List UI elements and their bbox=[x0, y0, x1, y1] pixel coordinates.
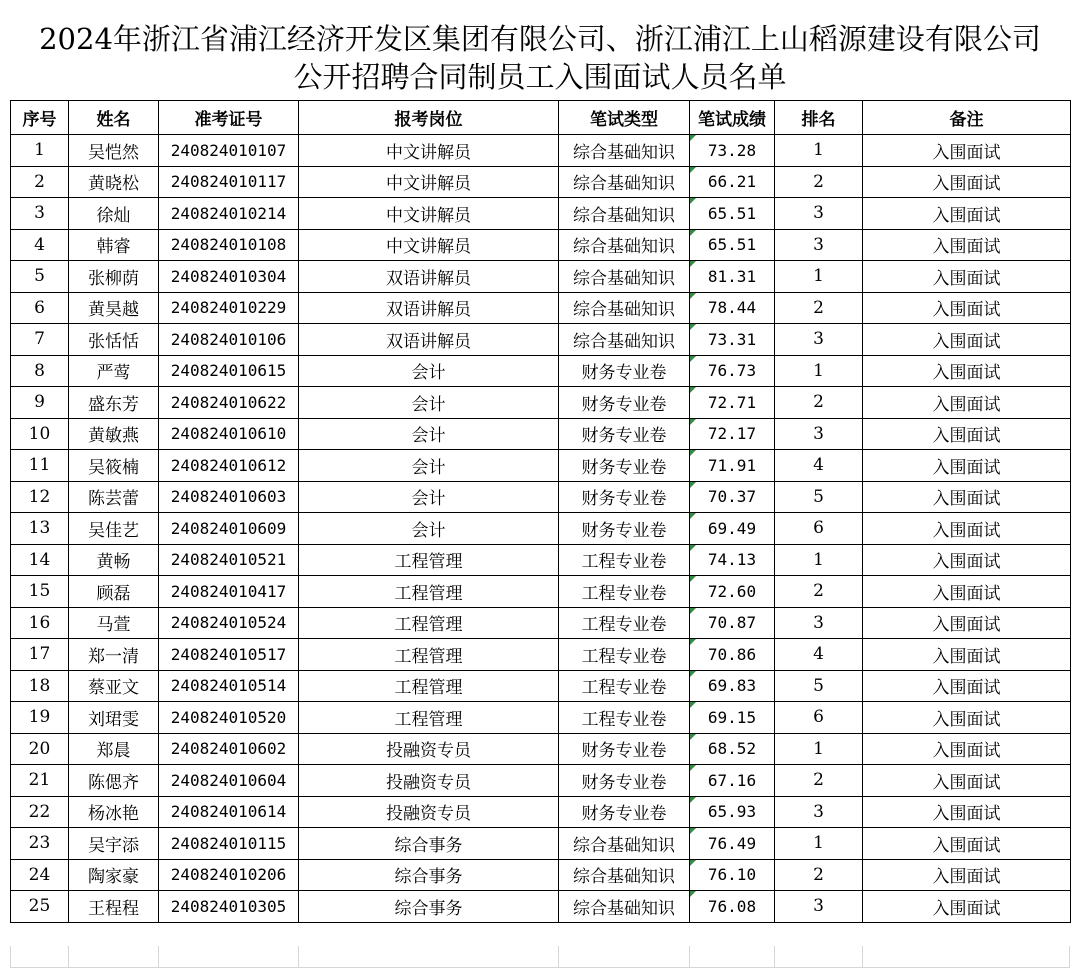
cell-name: 顾磊 bbox=[69, 576, 159, 608]
cell-name: 黄敏燕 bbox=[69, 418, 159, 450]
cell-ticket: 240824010615 bbox=[159, 355, 299, 387]
sheet-gridlines bbox=[10, 946, 1070, 968]
header-position: 报考岗位 bbox=[299, 101, 559, 135]
cell-seq: 11 bbox=[11, 450, 69, 482]
cell-rank: 2 bbox=[775, 387, 863, 419]
cell-position: 工程管理 bbox=[299, 544, 559, 576]
cell-name: 陈芸蕾 bbox=[69, 481, 159, 513]
cell-ticket: 240824010417 bbox=[159, 576, 299, 608]
table-row bbox=[11, 481, 1071, 513]
cell-position: 中文讲解员 bbox=[299, 198, 559, 230]
cell-score: 68.52 bbox=[690, 733, 775, 765]
cell-position: 投融资专员 bbox=[299, 796, 559, 828]
cell-seq: 14 bbox=[11, 544, 69, 576]
cell-remark: 入围面试 bbox=[863, 859, 1071, 891]
cell-name: 吴宇添 bbox=[69, 828, 159, 860]
cell-score: 71.91 bbox=[690, 450, 775, 482]
table-row bbox=[11, 828, 1071, 860]
cell-seq: 19 bbox=[11, 702, 69, 734]
cell-seq: 5 bbox=[11, 261, 69, 293]
cell-position: 中文讲解员 bbox=[299, 166, 559, 198]
cell-score: 81.31 bbox=[690, 261, 775, 293]
cell-name: 吴筱楠 bbox=[69, 450, 159, 482]
cell-name: 张柳荫 bbox=[69, 261, 159, 293]
cell-position: 投融资专员 bbox=[299, 733, 559, 765]
cell-score: 76.08 bbox=[690, 891, 775, 923]
roster-table bbox=[10, 100, 1071, 923]
cell-rank: 1 bbox=[775, 733, 863, 765]
cell-name: 吴恺然 bbox=[69, 135, 159, 167]
cell-ticket: 240824010206 bbox=[159, 859, 299, 891]
table-row bbox=[11, 198, 1071, 230]
table-row bbox=[11, 670, 1071, 702]
cell-score: 69.83 bbox=[690, 670, 775, 702]
cell-remark: 入围面试 bbox=[863, 670, 1071, 702]
table-row bbox=[11, 387, 1071, 419]
cell-ticket: 240824010521 bbox=[159, 544, 299, 576]
cell-seq: 10 bbox=[11, 418, 69, 450]
table-row bbox=[11, 513, 1071, 545]
cell-ticket: 240824010117 bbox=[159, 166, 299, 198]
cell-exam-type: 综合基础知识 bbox=[559, 891, 690, 923]
cell-position: 会计 bbox=[299, 481, 559, 513]
cell-name: 徐灿 bbox=[69, 198, 159, 230]
cell-remark: 入围面试 bbox=[863, 355, 1071, 387]
table-row bbox=[11, 324, 1071, 356]
cell-seq: 16 bbox=[11, 607, 69, 639]
cell-name: 韩睿 bbox=[69, 229, 159, 261]
cell-position: 双语讲解员 bbox=[299, 324, 559, 356]
cell-seq: 6 bbox=[11, 292, 69, 324]
table-row bbox=[11, 229, 1071, 261]
cell-name: 严莺 bbox=[69, 355, 159, 387]
table-row bbox=[11, 292, 1071, 324]
cell-position: 会计 bbox=[299, 418, 559, 450]
cell-exam-type: 财务专业卷 bbox=[559, 355, 690, 387]
title-line-1: 2024年浙江省浦江经济开发区集团有限公司、浙江浦江上山稻源建设有限公司 bbox=[39, 22, 1041, 56]
cell-exam-type: 综合基础知识 bbox=[559, 292, 690, 324]
cell-ticket: 240824010106 bbox=[159, 324, 299, 356]
cell-remark: 入围面试 bbox=[863, 828, 1071, 860]
table-row bbox=[11, 261, 1071, 293]
cell-rank: 2 bbox=[775, 576, 863, 608]
cell-name: 黄昊越 bbox=[69, 292, 159, 324]
cell-score: 70.86 bbox=[690, 639, 775, 671]
cell-ticket: 240824010304 bbox=[159, 261, 299, 293]
cell-exam-type: 综合基础知识 bbox=[559, 324, 690, 356]
cell-seq: 3 bbox=[11, 198, 69, 230]
cell-seq: 1 bbox=[11, 135, 69, 167]
cell-exam-type: 财务专业卷 bbox=[559, 450, 690, 482]
cell-remark: 入围面试 bbox=[863, 135, 1071, 167]
table-row bbox=[11, 450, 1071, 482]
cell-seq: 9 bbox=[11, 387, 69, 419]
cell-remark: 入围面试 bbox=[863, 891, 1071, 923]
cell-rank: 6 bbox=[775, 513, 863, 545]
cell-score: 65.51 bbox=[690, 229, 775, 261]
table-row bbox=[11, 576, 1071, 608]
cell-score: 66.21 bbox=[690, 166, 775, 198]
cell-position: 会计 bbox=[299, 513, 559, 545]
cell-rank: 2 bbox=[775, 859, 863, 891]
header-rank: 排名 bbox=[775, 101, 863, 135]
cell-position: 中文讲解员 bbox=[299, 135, 559, 167]
cell-name: 王程程 bbox=[69, 891, 159, 923]
cell-rank: 2 bbox=[775, 166, 863, 198]
cell-position: 会计 bbox=[299, 387, 559, 419]
cell-seq: 20 bbox=[11, 733, 69, 765]
cell-score: 76.10 bbox=[690, 859, 775, 891]
cell-remark: 入围面试 bbox=[863, 166, 1071, 198]
roster-body bbox=[11, 135, 1071, 923]
cell-exam-type: 综合基础知识 bbox=[559, 828, 690, 860]
cell-seq: 13 bbox=[11, 513, 69, 545]
cell-ticket: 240824010603 bbox=[159, 481, 299, 513]
cell-rank: 3 bbox=[775, 418, 863, 450]
cell-ticket: 240824010514 bbox=[159, 670, 299, 702]
cell-exam-type: 综合基础知识 bbox=[559, 229, 690, 261]
cell-rank: 1 bbox=[775, 828, 863, 860]
cell-remark: 入围面试 bbox=[863, 387, 1071, 419]
cell-ticket: 240824010610 bbox=[159, 418, 299, 450]
cell-remark: 入围面试 bbox=[863, 292, 1071, 324]
cell-rank: 1 bbox=[775, 261, 863, 293]
cell-exam-type: 工程专业卷 bbox=[559, 639, 690, 671]
cell-name: 陈偲齐 bbox=[69, 765, 159, 797]
cell-rank: 1 bbox=[775, 135, 863, 167]
cell-ticket: 240824010305 bbox=[159, 891, 299, 923]
table-row bbox=[11, 859, 1071, 891]
cell-name: 郑一清 bbox=[69, 639, 159, 671]
cell-score: 72.60 bbox=[690, 576, 775, 608]
cell-rank: 5 bbox=[775, 670, 863, 702]
cell-remark: 入围面试 bbox=[863, 765, 1071, 797]
cell-exam-type: 财务专业卷 bbox=[559, 513, 690, 545]
cell-score: 67.16 bbox=[690, 765, 775, 797]
cell-score: 69.15 bbox=[690, 702, 775, 734]
cell-ticket: 240824010229 bbox=[159, 292, 299, 324]
cell-position: 投融资专员 bbox=[299, 765, 559, 797]
cell-exam-type: 财务专业卷 bbox=[559, 387, 690, 419]
cell-seq: 17 bbox=[11, 639, 69, 671]
cell-ticket: 240824010614 bbox=[159, 796, 299, 828]
cell-rank: 3 bbox=[775, 324, 863, 356]
cell-remark: 入围面试 bbox=[863, 639, 1071, 671]
cell-ticket: 240824010622 bbox=[159, 387, 299, 419]
cell-ticket: 240824010520 bbox=[159, 702, 299, 734]
cell-exam-type: 综合基础知识 bbox=[559, 198, 690, 230]
cell-name: 杨冰艳 bbox=[69, 796, 159, 828]
cell-rank: 2 bbox=[775, 292, 863, 324]
cell-score: 73.31 bbox=[690, 324, 775, 356]
cell-exam-type: 综合基础知识 bbox=[559, 261, 690, 293]
cell-score: 70.37 bbox=[690, 481, 775, 513]
cell-position: 工程管理 bbox=[299, 576, 559, 608]
table-row bbox=[11, 765, 1071, 797]
cell-ticket: 240824010108 bbox=[159, 229, 299, 261]
cell-score: 70.87 bbox=[690, 607, 775, 639]
cell-name: 吴佳艺 bbox=[69, 513, 159, 545]
cell-exam-type: 工程专业卷 bbox=[559, 702, 690, 734]
table-row bbox=[11, 166, 1071, 198]
cell-remark: 入围面试 bbox=[863, 702, 1071, 734]
cell-rank: 6 bbox=[775, 702, 863, 734]
header-exam-type: 笔试类型 bbox=[559, 101, 690, 135]
cell-ticket: 240824010602 bbox=[159, 733, 299, 765]
cell-seq: 8 bbox=[11, 355, 69, 387]
cell-position: 工程管理 bbox=[299, 639, 559, 671]
cell-exam-type: 财务专业卷 bbox=[559, 796, 690, 828]
cell-exam-type: 综合基础知识 bbox=[559, 859, 690, 891]
cell-rank: 3 bbox=[775, 607, 863, 639]
table-row bbox=[11, 135, 1071, 167]
cell-remark: 入围面试 bbox=[863, 418, 1071, 450]
cell-remark: 入围面试 bbox=[863, 733, 1071, 765]
cell-remark: 入围面试 bbox=[863, 576, 1071, 608]
cell-exam-type: 工程专业卷 bbox=[559, 544, 690, 576]
table-row bbox=[11, 733, 1071, 765]
table-row bbox=[11, 639, 1071, 671]
header-score: 笔试成绩 bbox=[690, 101, 775, 135]
cell-remark: 入围面试 bbox=[863, 481, 1071, 513]
cell-score: 65.51 bbox=[690, 198, 775, 230]
cell-seq: 15 bbox=[11, 576, 69, 608]
cell-position: 综合事务 bbox=[299, 828, 559, 860]
header-name: 姓名 bbox=[69, 101, 159, 135]
header-ticket: 准考证号 bbox=[159, 101, 299, 135]
cell-rank: 3 bbox=[775, 198, 863, 230]
cell-remark: 入围面试 bbox=[863, 324, 1071, 356]
cell-position: 综合事务 bbox=[299, 859, 559, 891]
cell-exam-type: 综合基础知识 bbox=[559, 135, 690, 167]
cell-name: 蔡亚文 bbox=[69, 670, 159, 702]
cell-seq: 22 bbox=[11, 796, 69, 828]
cell-name: 马萱 bbox=[69, 607, 159, 639]
cell-remark: 入围面试 bbox=[863, 513, 1071, 545]
cell-name: 黄畅 bbox=[69, 544, 159, 576]
cell-ticket: 240824010609 bbox=[159, 513, 299, 545]
cell-score: 69.49 bbox=[690, 513, 775, 545]
cell-position: 双语讲解员 bbox=[299, 292, 559, 324]
cell-seq: 12 bbox=[11, 481, 69, 513]
cell-name: 盛东芳 bbox=[69, 387, 159, 419]
table-row bbox=[11, 355, 1071, 387]
cell-ticket: 240824010524 bbox=[159, 607, 299, 639]
cell-seq: 21 bbox=[11, 765, 69, 797]
cell-score: 76.49 bbox=[690, 828, 775, 860]
cell-score: 65.93 bbox=[690, 796, 775, 828]
cell-exam-type: 财务专业卷 bbox=[559, 733, 690, 765]
cell-remark: 入围面试 bbox=[863, 450, 1071, 482]
cell-name: 刘珺雯 bbox=[69, 702, 159, 734]
header-remark: 备注 bbox=[863, 101, 1071, 135]
cell-name: 陶家豪 bbox=[69, 859, 159, 891]
cell-seq: 4 bbox=[11, 229, 69, 261]
cell-score: 72.71 bbox=[690, 387, 775, 419]
cell-position: 工程管理 bbox=[299, 670, 559, 702]
cell-score: 76.73 bbox=[690, 355, 775, 387]
cell-ticket: 240824010115 bbox=[159, 828, 299, 860]
cell-rank: 2 bbox=[775, 765, 863, 797]
cell-seq: 7 bbox=[11, 324, 69, 356]
cell-name: 郑晨 bbox=[69, 733, 159, 765]
title-line-2: 公开招聘合同制员工入围面试人员名单 bbox=[293, 60, 787, 94]
cell-seq: 24 bbox=[11, 859, 69, 891]
cell-score: 78.44 bbox=[690, 292, 775, 324]
table-row bbox=[11, 796, 1071, 828]
cell-ticket: 240824010107 bbox=[159, 135, 299, 167]
cell-seq: 18 bbox=[11, 670, 69, 702]
cell-position: 综合事务 bbox=[299, 891, 559, 923]
header-seq: 序号 bbox=[11, 101, 69, 135]
cell-remark: 入围面试 bbox=[863, 229, 1071, 261]
document-title bbox=[0, 0, 1080, 100]
cell-rank: 3 bbox=[775, 229, 863, 261]
cell-rank: 3 bbox=[775, 796, 863, 828]
cell-rank: 5 bbox=[775, 481, 863, 513]
cell-exam-type: 财务专业卷 bbox=[559, 765, 690, 797]
cell-rank: 1 bbox=[775, 355, 863, 387]
cell-remark: 入围面试 bbox=[863, 544, 1071, 576]
cell-exam-type: 工程专业卷 bbox=[559, 607, 690, 639]
cell-remark: 入围面试 bbox=[863, 796, 1071, 828]
table-row bbox=[11, 891, 1071, 923]
cell-remark: 入围面试 bbox=[863, 607, 1071, 639]
cell-seq: 25 bbox=[11, 891, 69, 923]
cell-rank: 4 bbox=[775, 450, 863, 482]
header-row bbox=[11, 101, 1071, 135]
cell-exam-type: 综合基础知识 bbox=[559, 166, 690, 198]
cell-exam-type: 财务专业卷 bbox=[559, 418, 690, 450]
cell-score: 73.28 bbox=[690, 135, 775, 167]
cell-seq: 23 bbox=[11, 828, 69, 860]
cell-remark: 入围面试 bbox=[863, 198, 1071, 230]
cell-ticket: 240824010612 bbox=[159, 450, 299, 482]
cell-position: 双语讲解员 bbox=[299, 261, 559, 293]
cell-rank: 3 bbox=[775, 891, 863, 923]
table-row bbox=[11, 544, 1071, 576]
cell-position: 工程管理 bbox=[299, 702, 559, 734]
table-row bbox=[11, 607, 1071, 639]
cell-ticket: 240824010604 bbox=[159, 765, 299, 797]
cell-position: 工程管理 bbox=[299, 607, 559, 639]
cell-remark: 入围面试 bbox=[863, 261, 1071, 293]
cell-score: 72.17 bbox=[690, 418, 775, 450]
cell-exam-type: 工程专业卷 bbox=[559, 576, 690, 608]
cell-position: 会计 bbox=[299, 355, 559, 387]
cell-seq: 2 bbox=[11, 166, 69, 198]
cell-ticket: 240824010214 bbox=[159, 198, 299, 230]
cell-rank: 1 bbox=[775, 544, 863, 576]
cell-name: 黄晓松 bbox=[69, 166, 159, 198]
cell-position: 中文讲解员 bbox=[299, 229, 559, 261]
cell-name: 张恬恬 bbox=[69, 324, 159, 356]
cell-position: 会计 bbox=[299, 450, 559, 482]
cell-rank: 4 bbox=[775, 639, 863, 671]
cell-exam-type: 财务专业卷 bbox=[559, 481, 690, 513]
table-row bbox=[11, 418, 1071, 450]
cell-score: 74.13 bbox=[690, 544, 775, 576]
cell-ticket: 240824010517 bbox=[159, 639, 299, 671]
cell-exam-type: 工程专业卷 bbox=[559, 670, 690, 702]
table-row bbox=[11, 702, 1071, 734]
